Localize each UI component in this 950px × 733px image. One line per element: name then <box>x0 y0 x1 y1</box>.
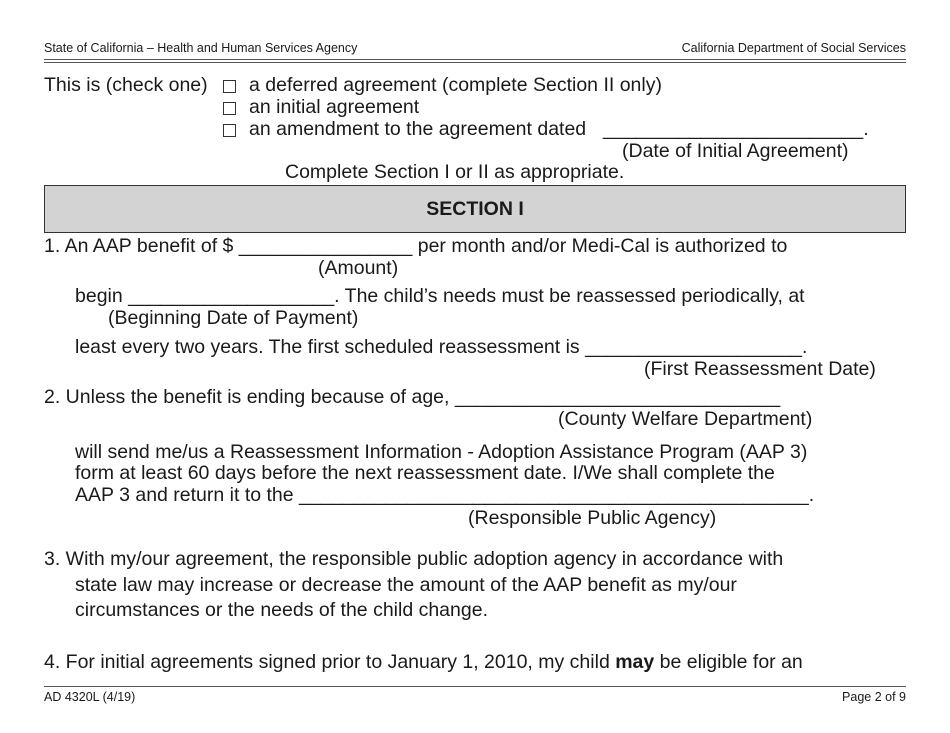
deferred-label: a deferred agreement (complete Section II only) <box>249 74 662 96</box>
header-agency: State of California – Health and Human Services Agency <box>44 41 358 55</box>
item-1-line-1: 1. An AAP benefit of $ ________________ per month and/or Medi-Cal is authorized to <box>44 235 788 257</box>
section-1-header <box>44 185 906 233</box>
initial-label: an initial agreement <box>249 96 420 118</box>
item-3-line-3: circumstances or the needs of the child change. <box>75 599 488 621</box>
county-welfare-caption: (County Welfare Department) <box>558 408 813 430</box>
amendment-checkbox[interactable] <box>223 124 236 137</box>
item-4-bold-may: may <box>615 651 655 673</box>
footer-rule <box>44 686 906 687</box>
beginning-date-caption: (Beginning Date of Payment) <box>108 307 359 329</box>
deferred-checkbox[interactable] <box>223 80 236 93</box>
first-reassessment-caption: (First Reassessment Date) <box>644 358 876 380</box>
header-rule-bottom <box>44 62 906 63</box>
amendment-date-caption: (Date of Initial Agreement) <box>622 140 849 162</box>
item-3-line-1: 3. With my/our agreement, the responsible public adoption agency in accordance with <box>44 548 784 570</box>
initial-checkbox[interactable] <box>223 102 236 115</box>
amendment-label: an amendment to the agreement dated <box>249 118 587 140</box>
item-2-line-3: form at least 60 days before the next reassessment date. I/We shall complete the <box>75 462 775 484</box>
amendment-date-blank[interactable]: ________________________. <box>603 118 869 140</box>
page-number: Page 2 of 9 <box>842 690 906 704</box>
item-2-line-1: 2. Unless the benefit is ending because of age, ______________________________ <box>44 386 781 408</box>
responsible-agency-caption: (Responsible Public Agency) <box>468 507 717 529</box>
item-1-line-2: begin ___________________. The child’s needs must be reassessed periodically, at <box>75 285 805 307</box>
section-instruction: Complete Section I or II as appropriate. <box>285 161 625 183</box>
item-2-line-4: AAP 3 and return it to the _______________________________________________. <box>75 484 815 506</box>
check-one-prompt: This is (check one) <box>44 74 208 96</box>
item-1-line-3: least every two years. The first scheduled reassessment is ____________________. <box>75 336 808 358</box>
item-4-text-a: 4. For initial agreements signed prior to January 1, 2010, my child <box>44 651 616 673</box>
header-rule-top <box>44 59 906 60</box>
item-4-line-1 <box>44 653 803 673</box>
item-2-line-2: will send me/us a Reassessment Information - Adoption Assistance Program (AAP 3) <box>75 441 808 463</box>
item-3-line-2: state law may increase or decrease the amount of the AAP benefit as my/our <box>75 574 737 596</box>
item-4-text-b: be eligible for an <box>654 651 803 673</box>
section-1-title: SECTION I <box>426 197 524 220</box>
header-department: California Department of Social Services <box>681 41 906 55</box>
form-number: AD 4320L (4/19) <box>44 690 136 704</box>
amount-caption: (Amount) <box>318 257 399 279</box>
